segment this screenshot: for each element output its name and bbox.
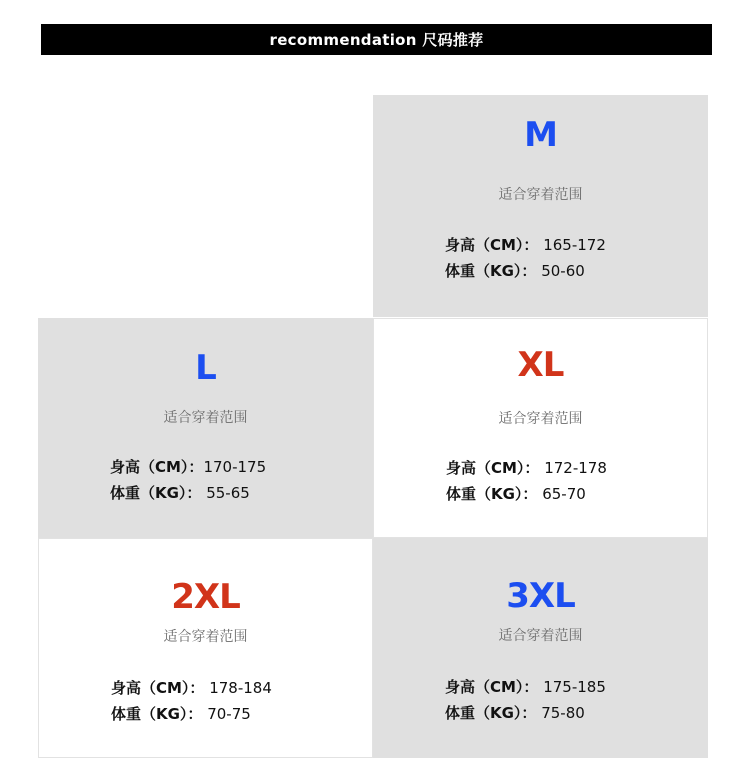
size-card-3xl — [373, 538, 708, 758]
weight-value: 75-80 — [541, 704, 585, 722]
size-card-l — [38, 318, 373, 538]
height-label: 身高（CM）： — [445, 236, 539, 254]
weight-label: 体重（KG）： — [445, 262, 537, 280]
weight-value: 65-70 — [542, 485, 586, 503]
weight-label: 体重（KG）： — [111, 705, 203, 723]
size-card-xl — [373, 318, 708, 538]
weight-value: 50-60 — [541, 262, 585, 280]
height-value: 172-178 — [544, 459, 607, 477]
fit-range-caption: 适合穿着范围 — [163, 410, 248, 426]
size-card-m — [373, 95, 708, 317]
fit-range-caption: 适合穿着范围 — [163, 629, 248, 645]
size-stats — [110, 454, 266, 506]
fit-range-caption: 适合穿着范围 — [498, 411, 583, 427]
height-value: 178-184 — [209, 679, 272, 697]
height-label: 身高（CM）： — [111, 679, 205, 697]
height-label: 身高（CM）： — [110, 458, 204, 476]
size-stats — [111, 675, 272, 727]
weight-label: 体重（KG）： — [445, 704, 537, 722]
fit-range-caption: 适合穿着范围 — [498, 628, 583, 644]
height-label: 身高（CM）： — [446, 459, 540, 477]
height-value: 175-185 — [543, 678, 606, 696]
weight-label: 体重（KG）： — [446, 485, 538, 503]
size-label: L — [195, 348, 216, 388]
fit-range-caption: 适合穿着范围 — [498, 187, 583, 203]
weight-value: 55-65 — [206, 484, 250, 502]
size-stats — [445, 232, 606, 284]
size-label: M — [524, 115, 557, 155]
page-title: recommendation 尺码推荐 — [269, 31, 484, 49]
weight-value: 70-75 — [207, 705, 251, 723]
size-stats — [446, 455, 607, 507]
height-label: 身高（CM）： — [445, 678, 539, 696]
size-card-2xl — [38, 538, 373, 758]
size-label: 2XL — [171, 577, 240, 617]
size-stats — [445, 674, 606, 726]
height-value: 170-175 — [203, 458, 267, 476]
size-label: XL — [517, 345, 564, 385]
height-value: 165-172 — [543, 236, 606, 254]
weight-label: 体重（KG）： — [110, 484, 202, 502]
size-label: 3XL — [506, 576, 575, 616]
page-title-bar — [41, 24, 712, 55]
